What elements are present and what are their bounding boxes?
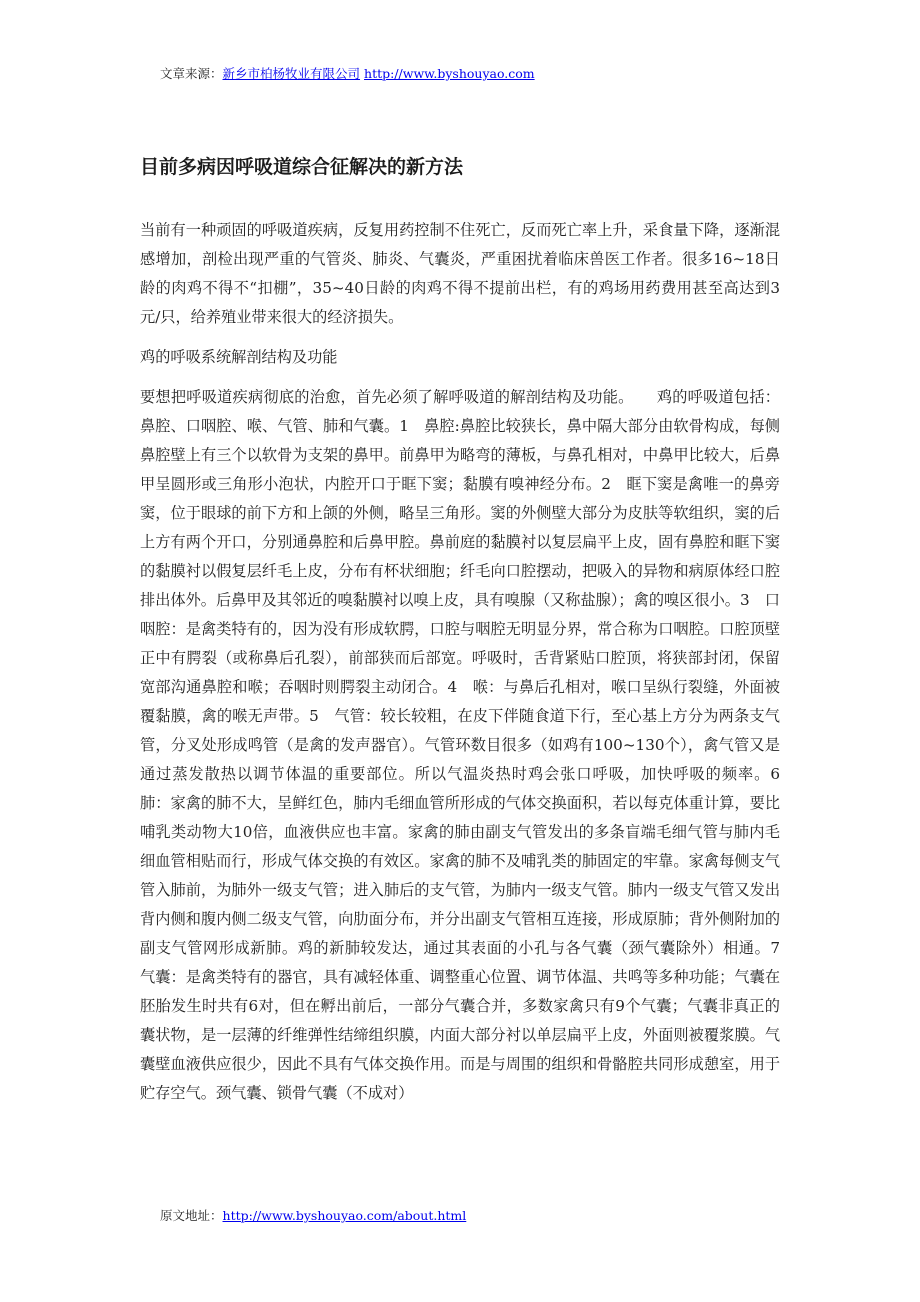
original-url-link[interactable]: http://www.byshouyao.com/about.html (222, 1208, 467, 1223)
section-heading: 鸡的呼吸系统解剖结构及功能 (140, 348, 338, 366)
source-header (160, 66, 535, 82)
source-footer (160, 1208, 466, 1224)
article-body (140, 216, 796, 1108)
original-address-label: 原文地址： (160, 1208, 223, 1223)
source-label: 文章来源： (160, 66, 223, 81)
anatomy-paragraph: 要想把呼吸道疾病彻底的治愈，首先必须了解呼吸道的解剖结构及功能。 鸡的呼吸道包括：鼻腔、口咽腔、喉、气管、肺和气囊。1 鼻腔:鼻腔比较狭长，鼻中隔大部分由软骨构成，每侧鼻腔壁上有三个以软骨为支架的鼻甲。前鼻甲为略弯的薄板，与鼻孔相对，中鼻甲比较大，后鼻甲呈圆形或三角形小泡状，内腔开口于眶下窦；黏膜有嗅神经分布。2 眶下窦是禽唯一的鼻旁窦，位于眼球的前下方和上颌的外侧，略呈三角形。窦的外侧壁大部分为皮肤等软组织，窦的后上方有两个开口，分别通鼻腔和后鼻甲腔。鼻前庭的黏膜衬以复层扁平上皮，固有鼻腔和眶下窦的黏膜衬以假复层纤毛上皮，分布有杯状细胞；纤毛向口腔摆动，把吸入的异物和病原体经口腔排出体外。后鼻甲及其邻近的嗅黏膜衬以嗅上皮，具有嗅腺（又称盐腺）；禽的嗅区很小。3 口咽腔：是禽类特有的，因为没有形成软腭，口腔与咽腔无明显分界，常合称为口咽腔。口腔顶壁正中有腭裂（或称鼻后孔裂），前部狭而后部宽。呼吸时，舌背紧贴口腔顶，将狭部封闭，保留宽部沟通鼻腔和喉；吞咽时则腭裂主动闭合。4 喉：与鼻后孔相对，喉口呈纵行裂缝，外面被覆黏膜，禽的喉无声带。5 气管：较长较粗，在皮下伴随食道下行，至心基上方分为两条支气管，分叉处形成鸣管（是禽的发声器官）。气管环数目很多（如鸡有100~130个），禽气管又是通过蒸发散热以调节体温的重要部位。所以气温炎热时鸡会张口呼吸，加快呼吸的频率。6 肺：家禽的肺不大，呈鲜红色，肺内毛细血管所形成的气体交换面积，若以每克体重计算，要比哺乳类动物大10倍，血液供应也丰富。家禽的肺由副支气管发出的多条盲端毛细气管与肺内毛细血管相贴而行，形成气体交换的有效区。家禽的肺不及哺乳类的肺固定的牢靠。家禽每侧支气管入肺前，为肺外一级支气管；进入肺后的支气管，为肺内一级支气管。肺内一级支气管又发出背内侧和腹内侧二级支气管，向肋面分布，并分出副支气管相互连接，形成原肺；背外侧附加的副支气管网形成新肺。鸡的新肺较发达，通过其表面的小孔与各气囊（颈气囊除外）相通。7 气囊：是禽类特有的器官，具有减轻体重、调整重心位置、调节体温、共鸣等多种功能；气囊在胚胎发生时共有6对，但在孵出前后，一部分气囊合并，多数家禽只有9个气囊；气囊非真正的囊状物，是一层薄的纤维弹性结缔组织膜，内面大部分衬以单层扁平上皮，外面则被覆浆膜。气囊壁血液供应很少，因此不具有气体交换作用。而是与周围的组织和骨骼腔共同形成憩室，用于贮存空气。颈气囊、锁骨气囊（不成对） (140, 388, 796, 1102)
article-title: 目前多病因呼吸道综合征解决的新方法 (140, 156, 464, 178)
site-link[interactable]: http://www.byshouyao.com (364, 66, 535, 81)
intro-paragraph: 当前有一种顽固的呼吸道疾病，反复用药控制不住死亡，反而死亡率上升，采食量下降，逐渐混感增加，剖检出现严重的气管炎、肺炎、气囊炎，严重困扰着临床兽医工作者。很多16~18日龄的肉鸡不得不“扣棚”，35~40日龄的肉鸡不得不提前出栏，有的鸡场用药费用甚至高达到3元/只，给养殖业带来很大的经济损失。 (140, 221, 780, 326)
company-link[interactable]: 新乡市柏杨牧业有限公司 (222, 66, 361, 81)
